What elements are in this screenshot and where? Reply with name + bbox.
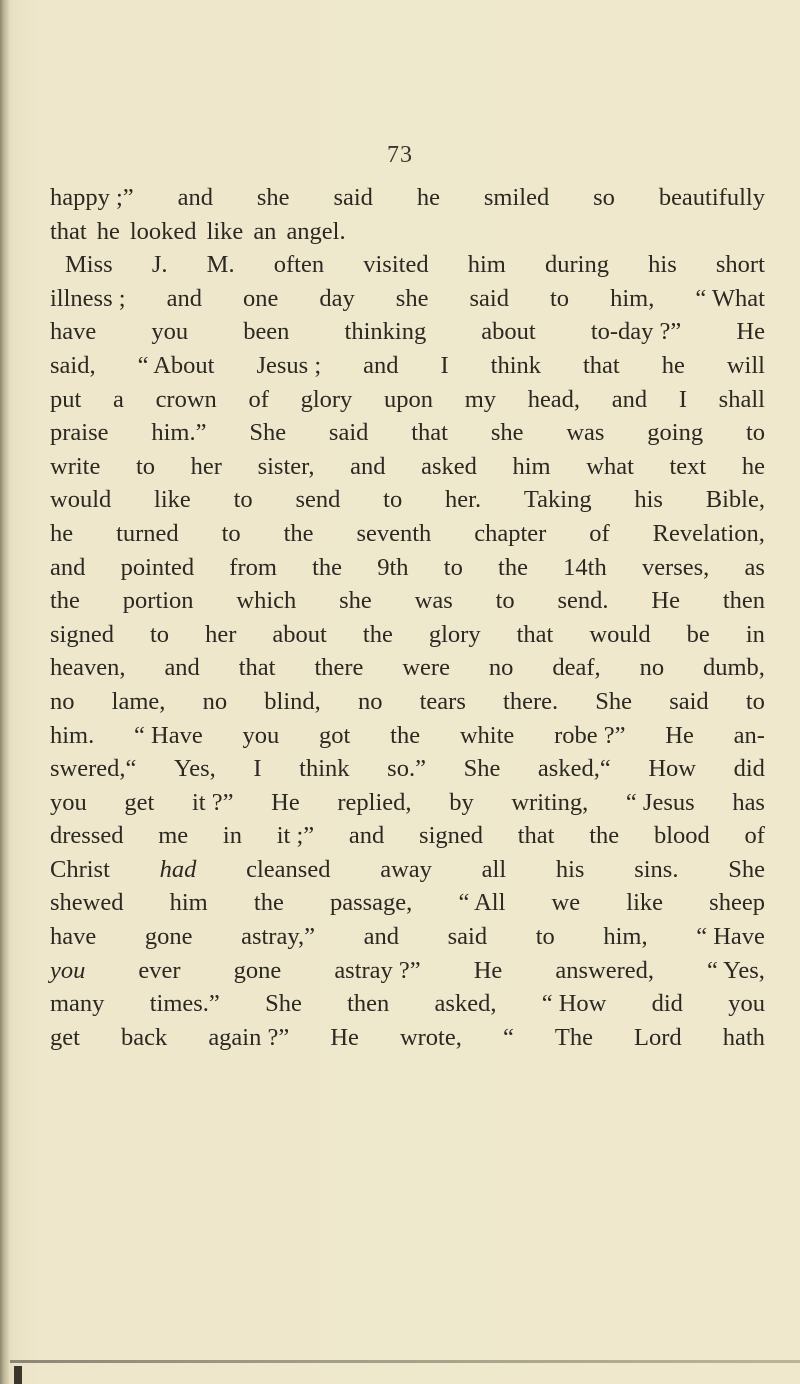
word: him. xyxy=(50,721,95,749)
word: that xyxy=(583,351,620,379)
word: The xyxy=(554,1023,593,1051)
text-line xyxy=(50,315,765,349)
word: 14th xyxy=(563,553,607,581)
word: she xyxy=(256,184,290,211)
word: the xyxy=(362,620,393,648)
word: I xyxy=(440,351,449,379)
word: dressed xyxy=(50,822,124,850)
word: my xyxy=(464,385,496,413)
word: happy ;” xyxy=(50,184,134,211)
text-line xyxy=(50,248,765,282)
word: “ Have xyxy=(696,923,765,951)
word: She xyxy=(595,687,633,715)
word: her xyxy=(205,620,237,648)
word: tears xyxy=(419,687,466,715)
word: he xyxy=(661,351,685,379)
word: like xyxy=(626,889,664,917)
word: send. xyxy=(557,587,609,615)
word: no xyxy=(639,654,665,682)
word: signed xyxy=(419,822,483,850)
word: asked,“ xyxy=(537,755,611,783)
word: glory xyxy=(300,385,353,413)
word: he xyxy=(96,217,120,245)
word: sins. xyxy=(634,855,679,883)
word: gone xyxy=(144,923,193,951)
word: got xyxy=(319,721,351,749)
word: away xyxy=(380,855,432,883)
word: and xyxy=(177,184,213,211)
text-line xyxy=(50,853,765,887)
word: upon xyxy=(384,385,433,413)
word: text xyxy=(669,452,707,480)
word: sister, xyxy=(257,452,315,480)
bottom-mark xyxy=(14,1366,22,1384)
word: his xyxy=(555,855,585,883)
word: “ How xyxy=(541,990,607,1018)
word: to xyxy=(550,284,570,312)
word: replied, xyxy=(337,788,412,816)
word: back xyxy=(121,1023,168,1051)
word: by xyxy=(449,788,474,816)
word: angel. xyxy=(286,217,346,245)
text-line xyxy=(50,450,765,484)
word: she xyxy=(490,419,524,447)
word: looked xyxy=(129,217,197,245)
word: robe ?” xyxy=(554,721,626,749)
word: like xyxy=(206,217,244,245)
word: he xyxy=(416,184,440,211)
text-line xyxy=(50,584,765,618)
word: “ xyxy=(502,1023,514,1051)
word: it ?” xyxy=(192,788,234,816)
word: she xyxy=(395,284,429,312)
word: “ Have xyxy=(134,721,203,749)
word: astray ?” xyxy=(334,956,421,984)
word: Yes, xyxy=(174,755,216,783)
word: you xyxy=(242,721,280,749)
word: would xyxy=(50,486,112,514)
word: that xyxy=(50,217,87,245)
word: has xyxy=(732,788,765,816)
word: get xyxy=(124,788,155,816)
word: and xyxy=(350,452,386,480)
word: Miss xyxy=(65,251,113,279)
word: pointed xyxy=(120,553,195,581)
word: that xyxy=(517,822,555,850)
word: signed xyxy=(50,620,114,648)
word: She xyxy=(463,755,501,783)
word: swered,“ xyxy=(50,755,137,783)
word: smiled xyxy=(483,184,550,211)
text-line xyxy=(50,483,765,517)
word: no xyxy=(50,687,75,715)
word: would xyxy=(589,620,651,648)
word: like xyxy=(154,486,191,514)
text-line xyxy=(50,685,765,719)
text-line xyxy=(50,282,765,316)
word: that xyxy=(411,419,448,447)
word: he xyxy=(741,452,765,480)
word: Jesus ; xyxy=(256,351,322,379)
word: what xyxy=(586,452,634,480)
word: it ;” xyxy=(276,822,315,850)
word: an xyxy=(253,217,277,245)
word: her. xyxy=(445,486,482,514)
bottom-rule xyxy=(10,1360,800,1363)
word: about xyxy=(272,620,327,648)
word: praise xyxy=(50,419,109,447)
word: then xyxy=(722,587,765,615)
word: so.” xyxy=(387,755,426,783)
word: seventh xyxy=(356,519,432,547)
word: that xyxy=(238,654,276,682)
word: which xyxy=(236,587,297,615)
word: there xyxy=(314,654,364,682)
word: as xyxy=(744,553,765,581)
word: to xyxy=(233,486,253,514)
word: did xyxy=(733,755,765,783)
word: many xyxy=(50,990,105,1018)
text-line xyxy=(50,1021,765,1055)
word: the xyxy=(312,553,343,581)
word: get xyxy=(50,1023,80,1051)
word: him xyxy=(512,452,551,480)
word: answered, xyxy=(555,956,654,984)
word: him, xyxy=(610,284,655,312)
word: J. xyxy=(151,251,168,279)
word: we xyxy=(551,889,581,917)
word: He xyxy=(651,587,680,615)
text-line xyxy=(50,383,765,417)
word: astray,” xyxy=(241,923,316,951)
word: be xyxy=(686,620,710,648)
word: shall xyxy=(718,385,765,413)
word: often xyxy=(273,251,325,279)
word: visited xyxy=(363,251,429,279)
word: to xyxy=(135,452,156,480)
word: gone xyxy=(233,956,282,984)
text-line xyxy=(50,215,765,249)
word: M. xyxy=(206,251,235,279)
word: the xyxy=(498,553,528,581)
text-line xyxy=(50,551,765,585)
word: of xyxy=(248,385,269,413)
word: deaf, xyxy=(552,654,601,682)
word: I xyxy=(678,385,687,413)
word: sheep xyxy=(709,889,765,917)
word: me xyxy=(158,822,189,850)
word: and xyxy=(50,553,86,581)
word: He xyxy=(330,1023,359,1051)
word: She xyxy=(265,990,302,1018)
word: she xyxy=(339,587,372,615)
word: him xyxy=(467,251,506,279)
word: been xyxy=(243,318,290,346)
word: “ About xyxy=(137,351,215,379)
word: verses, xyxy=(641,553,710,581)
word: lame, xyxy=(111,687,166,715)
text-line xyxy=(50,651,765,685)
text-line xyxy=(50,920,765,954)
word: in xyxy=(745,620,765,648)
word: and xyxy=(363,923,399,951)
word: and xyxy=(348,822,385,850)
word: times.” xyxy=(149,990,220,1018)
text-line xyxy=(50,954,765,988)
word: ever xyxy=(138,956,181,984)
word: and xyxy=(611,385,648,413)
word: said xyxy=(469,284,509,312)
word: Revelation, xyxy=(652,519,765,547)
word: were xyxy=(402,654,450,682)
word: passage, xyxy=(329,889,413,917)
word: day xyxy=(319,284,355,312)
word: portion xyxy=(122,587,194,615)
word: no xyxy=(488,654,514,682)
word: said xyxy=(447,923,488,951)
word: to xyxy=(535,923,555,951)
word: one xyxy=(242,284,279,312)
word: and xyxy=(363,351,399,379)
text-line xyxy=(50,786,765,820)
word: him xyxy=(169,889,208,917)
word: She xyxy=(249,419,287,447)
word: hath xyxy=(722,1023,765,1051)
word: did xyxy=(651,990,683,1018)
word: during xyxy=(545,251,609,279)
word: He xyxy=(473,956,503,984)
word: his xyxy=(634,486,663,514)
word: cleansed xyxy=(246,855,331,883)
word: write xyxy=(50,452,101,480)
word: had xyxy=(159,855,197,883)
word: will xyxy=(726,351,765,379)
word: of xyxy=(589,519,610,547)
word: to xyxy=(443,553,463,581)
word: you xyxy=(151,318,189,346)
word: glory xyxy=(428,620,481,648)
word: chapter xyxy=(474,519,547,547)
text-line xyxy=(50,987,765,1021)
word: his xyxy=(648,251,677,279)
word: said, xyxy=(50,351,96,379)
word: and xyxy=(166,284,202,312)
word: writing, xyxy=(511,788,589,816)
word: about xyxy=(481,318,536,346)
word: He xyxy=(736,318,765,346)
word: “ Yes, xyxy=(707,956,765,984)
word: you xyxy=(50,956,86,984)
word: and xyxy=(164,654,200,682)
word: Taking xyxy=(523,486,592,514)
word: turned xyxy=(116,519,179,547)
word: a xyxy=(113,385,124,413)
word: the xyxy=(253,889,284,917)
word: that xyxy=(516,620,554,648)
word: was xyxy=(566,419,605,447)
word: the xyxy=(283,519,314,547)
word: blind, xyxy=(264,687,321,715)
page-number: 73 xyxy=(387,142,413,168)
word: to xyxy=(745,419,765,447)
word: the xyxy=(589,822,620,850)
text-line xyxy=(50,886,765,920)
word: “ Jesus xyxy=(625,788,695,816)
word: 9th xyxy=(377,553,409,581)
word: I xyxy=(253,755,262,783)
word: said xyxy=(328,419,369,447)
word: him, xyxy=(603,923,648,951)
word: said xyxy=(669,687,709,715)
word: of xyxy=(744,822,765,850)
word: to xyxy=(221,519,241,547)
word: He xyxy=(665,721,694,749)
word: beautifully xyxy=(658,184,765,211)
body-text xyxy=(50,181,765,1054)
word: dumb, xyxy=(703,654,765,682)
word: heaven, xyxy=(50,654,126,682)
word: short xyxy=(715,251,765,279)
word: crown xyxy=(155,385,217,413)
word: he xyxy=(50,519,74,547)
word: the xyxy=(50,587,80,615)
word: blood xyxy=(653,822,710,850)
word: thinking xyxy=(344,318,427,346)
text-line xyxy=(50,349,765,383)
word: again ?” xyxy=(208,1023,290,1051)
word: Lord xyxy=(634,1023,682,1051)
word: an- xyxy=(733,721,765,749)
word: head, xyxy=(527,385,581,413)
word: He xyxy=(271,788,300,816)
word: asked, xyxy=(434,990,497,1018)
text-line xyxy=(50,416,765,450)
word: Christ xyxy=(50,855,110,883)
word: all xyxy=(481,855,507,883)
word: How xyxy=(648,755,696,783)
word: her xyxy=(190,452,222,480)
word: think xyxy=(490,351,542,379)
word: shewed xyxy=(50,889,124,917)
word: going xyxy=(647,419,704,447)
word: there. xyxy=(503,687,559,715)
word: wrote, xyxy=(399,1023,462,1051)
text-line xyxy=(50,618,765,652)
text-line xyxy=(50,752,765,786)
word: to xyxy=(150,620,170,648)
word: in xyxy=(222,822,242,850)
word: to xyxy=(495,587,515,615)
word: asked xyxy=(421,452,477,480)
word: no xyxy=(202,687,228,715)
word: put xyxy=(50,385,82,413)
word: “ All xyxy=(458,889,506,917)
word: so xyxy=(593,184,615,211)
word: Bible, xyxy=(705,486,765,514)
word: to xyxy=(383,486,403,514)
text-line xyxy=(50,819,765,853)
word: him.” xyxy=(151,419,207,447)
word: have xyxy=(50,923,97,951)
binding-edge xyxy=(0,0,9,1384)
word: She xyxy=(728,855,765,883)
word: “ What xyxy=(695,284,765,312)
word: have xyxy=(50,318,97,346)
word: the xyxy=(390,721,421,749)
word: send xyxy=(295,486,341,514)
word: you xyxy=(728,990,765,1018)
word: then xyxy=(347,990,390,1018)
word: illness ; xyxy=(50,284,126,312)
text-line xyxy=(50,517,765,551)
word: to-day ?” xyxy=(590,318,682,346)
word: to xyxy=(745,687,765,715)
word: said xyxy=(333,184,373,211)
word: no xyxy=(357,687,383,715)
word: was xyxy=(414,587,453,615)
text-line xyxy=(50,719,765,753)
word: think xyxy=(299,755,350,783)
text-line xyxy=(50,181,765,215)
word: from xyxy=(229,553,277,581)
word: you xyxy=(50,788,87,816)
word: white xyxy=(459,721,515,749)
